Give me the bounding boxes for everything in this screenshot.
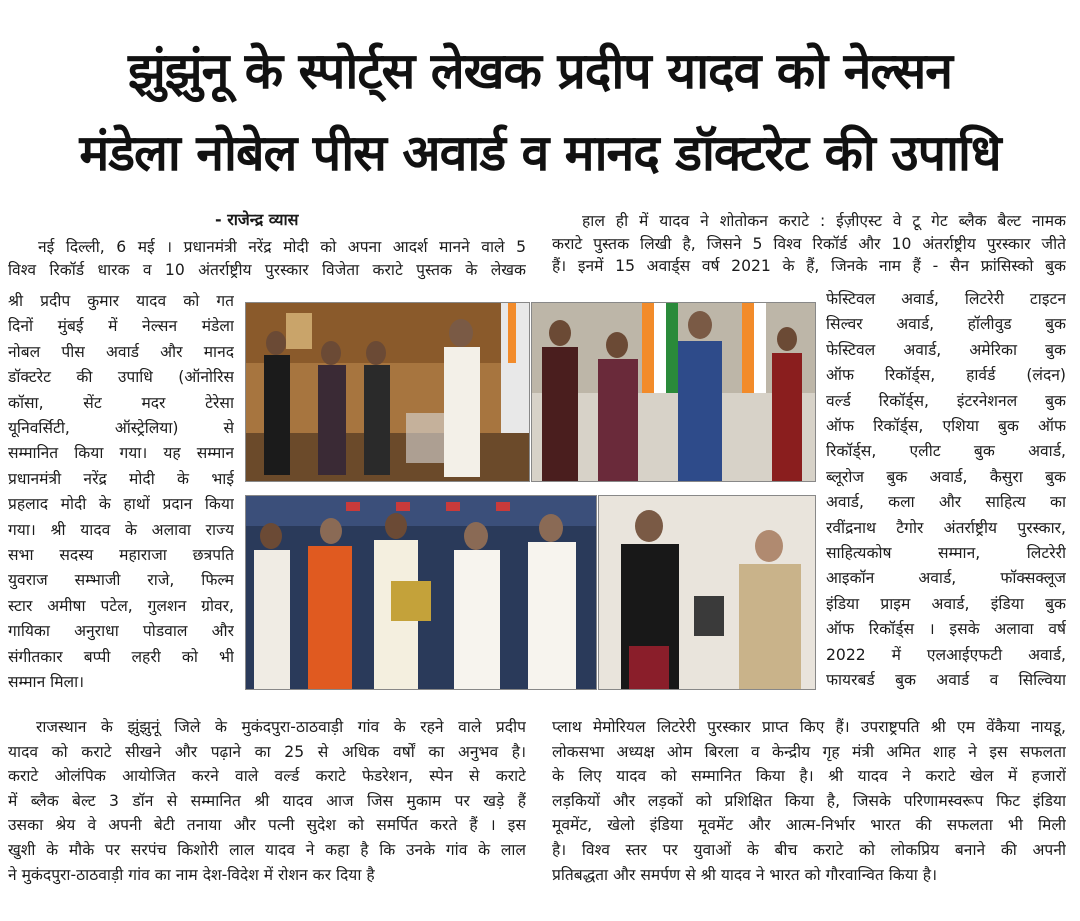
left-narrow-line: प्रहलाद मोदी के हाथों प्रदान किया bbox=[8, 495, 234, 514]
right-bottom-line: लोकसभा अध्यक्ष ओम बिरला व केन्द्रीय गृह मंत्री अमित शाह ने इस सफलता bbox=[552, 742, 1066, 761]
right-narrow-line: फेस्टिवल अवार्ड, लिटरेरी टाइटन bbox=[826, 290, 1066, 308]
photo-vice-president-award bbox=[245, 302, 530, 482]
left-narrow-line: गया। श्री यादव के अलावा राज्य bbox=[8, 520, 234, 539]
right-narrow-line: आइकॉन अवार्ड, फॉक्सक्लूज bbox=[826, 569, 1066, 588]
right-narrow-line: ब्लूरोज बुक अवार्ड, कैसुरा बुक bbox=[826, 467, 1066, 486]
left-narrow-line: नोबल पीस अवार्ड और मानद bbox=[8, 342, 234, 361]
right-bottom-line: लड़कियों और लड़कों को प्रशिक्षित किया है, जिसके परिणामस्वरूप फिट इंडिया bbox=[552, 791, 1066, 810]
left-narrow-line: सभा सदस्य महाराजा छत्रपति bbox=[8, 546, 234, 564]
right-narrow-line: ऑफ रिकॉर्ड्स, हार्वर्ड (लंदन) bbox=[826, 366, 1066, 385]
left-narrow-line: युवराज सम्भाजी राजे, फिल्म bbox=[8, 571, 234, 590]
right-bottom-line: प्रतिबद्धता और समर्पण से श्री यादव ने भारत को गौरवान्वित किया है। bbox=[552, 865, 937, 884]
left-narrow-line: कॉसा, सेंट मदर टेरेसा bbox=[8, 393, 234, 412]
left-narrow-line: गायिका अनुराधा पोडवाल और bbox=[8, 622, 234, 641]
photo-ceremony-dignitaries bbox=[245, 495, 597, 690]
right-narrow-line: 2022 में एलआईएफटी अवार्ड, bbox=[826, 645, 1066, 664]
right-bottom-line: है। विश्व स्तर पर युवाओं के बीच कराटे को लोकप्रिय बनाने की अपनी bbox=[552, 841, 1066, 859]
right-narrow-line: फायरबर्ड बुक अवार्ड व सिल्विया bbox=[826, 671, 1066, 689]
left-top-line: नई दिल्ली, 6 मई । प्रधानमंत्री नरेंद्र मोदी को अपना आदर्श मानने वाले 5 bbox=[38, 238, 526, 256]
left-narrow-line: प्रधानमंत्री नरेंद्र मोदी के भाई bbox=[8, 469, 234, 488]
byline: - राजेन्द्र व्यास bbox=[215, 210, 299, 229]
photo-lok-sabha-speaker bbox=[531, 302, 816, 482]
left-bottom-line: कराटे ओलंपिक आयोजित करने वाले वर्ल्ड कराटे फेडरेशन, स्पेन से कराटे bbox=[8, 767, 526, 786]
left-top-line: विश्व रिकॉर्ड धारक व 10 अंतर्राष्ट्रीय पुरस्कार विजेता कराटे पुस्तक के लेखक bbox=[8, 260, 526, 279]
right-narrow-line: सिल्वर अवार्ड, हॉलीवुड बुक bbox=[826, 315, 1066, 334]
left-narrow-line: दिनों मुंबई में नेल्सन मंडेला bbox=[8, 317, 234, 336]
right-top-line: कराटे पुस्तक लिखी है, जिसने 5 विश्व रिकॉर्ड और 10 अंतर्राष्ट्रीय पुरस्कार जीते bbox=[552, 234, 1066, 253]
right-narrow-line: रवींद्रनाथ टैगोर अंतर्राष्ट्रीय पुरस्कार, bbox=[826, 518, 1066, 537]
right-narrow-line: इंडिया प्राइम अवार्ड, इंडिया बुक bbox=[826, 594, 1066, 613]
left-narrow-line: सम्मानित किया गया। यह सम्मान bbox=[8, 444, 234, 463]
right-bottom-line: प्लाथ मेमोरियल लिटरेरी पुरस्कार प्राप्त किए हैं। उपराष्ट्रपति श्री एम वेंकैया नायडू, bbox=[552, 718, 1066, 736]
right-top-line: हाल ही में यादव ने शोतोकन कराटे : ईज़ीएस्ट वे टू गेट ब्लैक बैल्ट नामक bbox=[582, 212, 1066, 230]
left-bottom-line: खुशी के मौके पर सरपंच किशोरी लाल यादव ने कहा है कि उनके गांव के लाल bbox=[8, 841, 526, 859]
right-narrow-line: रिकॉर्ड्स, एलीट बुक अवार्ड, bbox=[826, 442, 1066, 461]
left-narrow-line: स्टार अमीषा पटेल, गुलशन ग्रोवर, bbox=[8, 596, 234, 615]
left-bottom-line: में ब्लैक बेल्ट 3 डॉन से सम्मानित श्री यादव आज जिस मुकाम पर खड़े हैं bbox=[8, 791, 526, 810]
left-narrow-line: संगीतकार बप्पी लहरी को भी bbox=[8, 647, 234, 666]
left-bottom-line: उसका श्रेय वे अपनी बेटी तनाया और पत्नी सुदेश को समर्पित करते हैं । इस bbox=[8, 816, 526, 835]
right-bottom-line: के लिए यादव को सम्मानित किया है। श्री यादव ने कराटे खेल में हजारों bbox=[552, 767, 1066, 786]
left-narrow-line: यूनिवर्सिटी, ऑस्ट्रेलिया) से bbox=[8, 419, 234, 437]
left-bottom-line: यादव को कराटे सीखने और पढ़ाने का 25 से अधिक वर्षों का अनुभव है। bbox=[8, 742, 526, 761]
left-narrow-line: डॉक्टरेट की उपाधि (ऑनोरिस bbox=[8, 368, 234, 387]
left-bottom-line: ने मुकंदपुरा-ठाठवाड़ी गांव का नाम देश-विदेश में रोशन कर दिया है bbox=[8, 865, 375, 884]
right-narrow-line: अवार्ड, कला और साहित्य का bbox=[826, 493, 1066, 512]
right-narrow-line: साहित्यकोष सम्मान, लिटरेरी bbox=[826, 544, 1066, 562]
headline-line-2: मंडेला नोबेल पीस अवार्ड व मानद डॉक्टरेट की उपाधि bbox=[79, 124, 1001, 182]
left-narrow-line: सम्मान मिला। bbox=[8, 673, 85, 691]
right-narrow-line: ऑफ रिकॉर्ड्स, एशिया बुक ऑफ bbox=[826, 417, 1066, 435]
right-narrow-line: ऑफ रिकॉर्ड्स । इसके अलावा वर्ष bbox=[826, 620, 1066, 639]
right-narrow-line: फेस्टिवल अवार्ड, अमेरिका बुक bbox=[826, 340, 1066, 359]
left-narrow-line: श्री प्रदीप कुमार यादव को गत bbox=[8, 292, 234, 310]
right-narrow-line: वर्ल्ड रिकॉर्ड्स, इंटरनेशनल बुक bbox=[826, 391, 1066, 410]
right-bottom-line: मूवमेंट, खेलो इंडिया मूवमेंट और आत्म-निर्भार भारत की सफलता भी मिली bbox=[552, 816, 1066, 835]
left-bottom-line: राजस्थान के झुंझुनूं जिले के मुकंदपुरा-ठाठवाड़ी गांव के रहने वाले प्रदीप bbox=[36, 718, 526, 736]
right-top-line: हैं। इनमें 15 अवार्ड्स वर्ष 2021 के हैं, जिनके नाम हैं - सैन फ्रांसिस्को बुक bbox=[552, 257, 1066, 275]
headline-line-1: झुंझुंनू के स्पोर्ट्स लेखक प्रदीप यादव को नेल्सन bbox=[127, 42, 953, 100]
photo-home-minister bbox=[598, 495, 816, 690]
